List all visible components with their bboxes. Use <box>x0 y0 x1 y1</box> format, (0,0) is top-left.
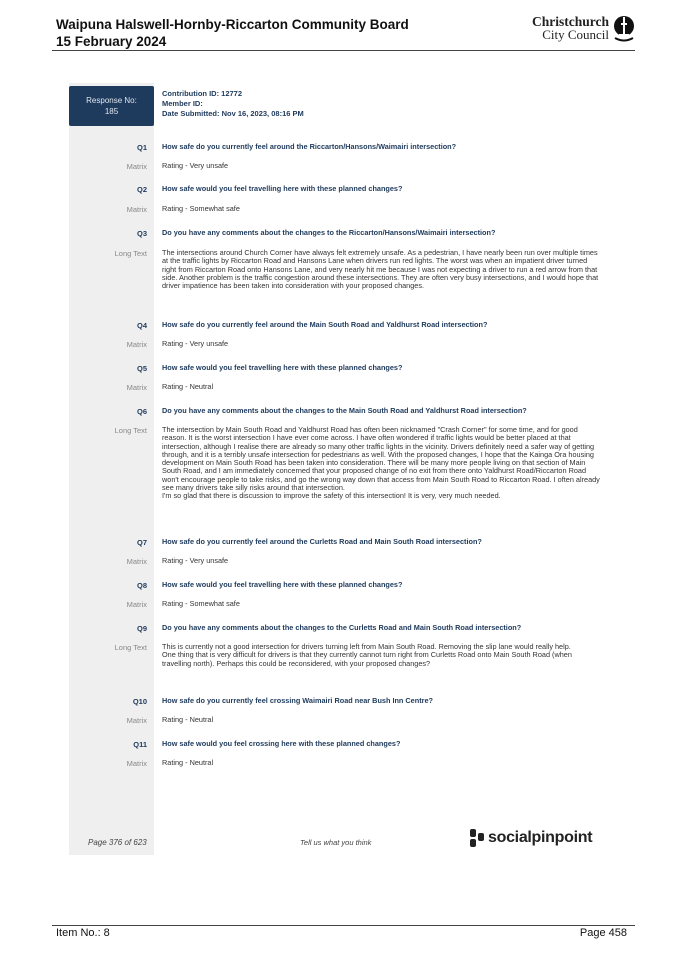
question-number: Q7 <box>136 538 147 547</box>
question-text: How safe would you feel travelling here with these planned changes? <box>162 580 403 589</box>
question-text: How safe would you feel travelling here with these planned changes? <box>162 184 403 193</box>
question-text: How safe would you feel crossing here with these planned changes? <box>162 739 401 748</box>
answer-text: Rating - Somewhat safe <box>162 204 240 213</box>
question-text: How safe do you currently feel around the Main South Road and Yaldhurst Road intersection? <box>162 320 488 329</box>
response-number: 185 <box>104 107 119 116</box>
contribution-label: Contribution ID: <box>162 89 220 98</box>
page-number: Page 458 <box>579 927 627 939</box>
answer-text: Rating - Neutral <box>162 715 214 724</box>
cathedral-icon <box>613 14 635 42</box>
header-rule <box>52 50 635 51</box>
answer-type: Matrix <box>126 205 147 214</box>
question-number: Q3 <box>136 229 147 238</box>
question-number: Q1 <box>136 143 147 152</box>
question-text: How safe do you currently feel around the Curletts Road and Main South Road intersection? <box>162 537 482 546</box>
answer-text: This is currently not a good intersection for drivers turning left from Main South Road. Removing the slip lane would really help. One thing that is very difficult for drivers is that they currently cannot turn right from Curletts Road onto Main South Road (when travelling north). Perhaps this could be reconsidered, with your proposed changes? <box>162 642 572 668</box>
response-badge <box>69 86 154 126</box>
question-text: How safe do you currently feel around the Riccarton/Hansons/Waimairi intersection? <box>162 142 457 151</box>
question-text: How safe do you currently feel crossing Waimairi Road near Bush Inn Centre? <box>162 696 433 705</box>
answer-type: Matrix <box>126 716 147 725</box>
answer-type: Matrix <box>126 759 147 768</box>
socialpinpoint-icon <box>470 829 484 847</box>
answer-type: Matrix <box>126 557 147 566</box>
question-text: Do you have any comments about the changes to the Curletts Road and Main South Road intersection? <box>162 623 522 632</box>
answer-type: Long Text <box>114 426 147 435</box>
logo-line-1: Christchurch <box>531 14 609 29</box>
socialpinpoint-logo <box>470 829 592 847</box>
question-text: How safe would you feel travelling here with these planned changes? <box>162 363 403 372</box>
footer-rule <box>52 925 635 926</box>
date-submitted: Nov 16, 2023, 08:16 PM <box>221 109 304 118</box>
question-number: Q5 <box>136 364 147 373</box>
answer-type: Long Text <box>114 643 147 652</box>
item-number: Item No.: 8 <box>56 927 110 939</box>
survey-page-number: Page 376 of 623 <box>88 838 147 847</box>
question-number: Q10 <box>132 697 147 706</box>
answer-text: Rating - Very unsafe <box>162 556 229 565</box>
answer-type: Matrix <box>126 162 147 171</box>
tagline: Tell us what you think <box>300 838 372 847</box>
question-number: Q9 <box>136 624 147 633</box>
header-title <box>56 16 409 50</box>
meeting-date: 15 February 2024 <box>56 34 167 49</box>
answer-text: Rating - Neutral <box>162 758 214 767</box>
answer-text: Rating - Very unsafe <box>162 161 229 170</box>
board-name: Waipuna Halswell-Hornby-Riccarton Community Board <box>56 17 409 32</box>
question-text: Do you have any comments about the changes to the Riccarton/Hansons/Waimairi intersection? <box>162 228 496 237</box>
member-label: Member ID: <box>162 99 203 108</box>
answer-text: Rating - Very unsafe <box>162 339 229 348</box>
contribution-id: 12772 <box>221 89 243 98</box>
answer-text: The intersection by Main South Road and Yaldhurst Road has often been nicknamed "Crash Corner" for some time, and for good reason. It is the worst intersection I have ever come across. I have often wondered if traffic lights would be better placed at that intersection, although I realise there are already so many other traffic lights in the vicinity. Drivers definitely need a safer way of getting through, and it is a terribly unsafe intersection for pedestrians as well. With the proposed changes, I hope that the Kainga Ora housing development on Main South Road has been taken into consideration. There will be many more people living on that section of Main South Road, and I am immediately concerned that your proposed change of no exit from there onto Yaldhurst Road/Riccarton Road won't encourage people to take risks, and go the wrong way down that access from Main South Road to Riccarton Road. I often already see many drivers take silly risks around that intersection. I'm so glad that there is discussion to improve the safety of this intersection! It is very, very much needed. <box>162 425 600 501</box>
answer-text: The intersections around Church Corner have always felt extremely unsafe. As a pedestrian, I have nearly been run over multiple times at the traffic lights by Riccarton Road and Hansons Lane when drivers run red lights. The worst was when an impatient driver turned right from Riccarton Road onto Hansons Lane, and very nearly hit me because I was not expecting a driver to run a red arrow from that side. Another problem is the traffic congestion around these intersections. They are often very busy intersections, and I would hope that driver impatience has been taken into consideration with your proposed changes. <box>162 248 599 291</box>
question-number: Q8 <box>136 581 147 590</box>
answer-type: Matrix <box>126 340 147 349</box>
question-number: Q2 <box>136 185 147 194</box>
answer-text: Rating - Somewhat safe <box>162 599 240 608</box>
answer-type: Matrix <box>126 383 147 392</box>
date-label: Date Submitted: <box>162 109 220 118</box>
question-text: Do you have any comments about the changes to the Main South Road and Yaldhurst Road intersection? <box>162 406 527 415</box>
answer-type: Long Text <box>114 249 147 258</box>
logo-line-2: City Council <box>542 27 609 42</box>
response-label: Response No: <box>86 96 137 105</box>
question-number: Q4 <box>136 321 147 330</box>
submission-meta <box>162 89 304 119</box>
answer-type: Matrix <box>126 600 147 609</box>
question-number: Q6 <box>136 407 147 416</box>
brand-name: socialpinpoint <box>488 829 593 846</box>
question-number: Q11 <box>133 740 147 749</box>
council-logo <box>532 14 635 42</box>
answer-text: Rating - Neutral <box>162 382 214 391</box>
